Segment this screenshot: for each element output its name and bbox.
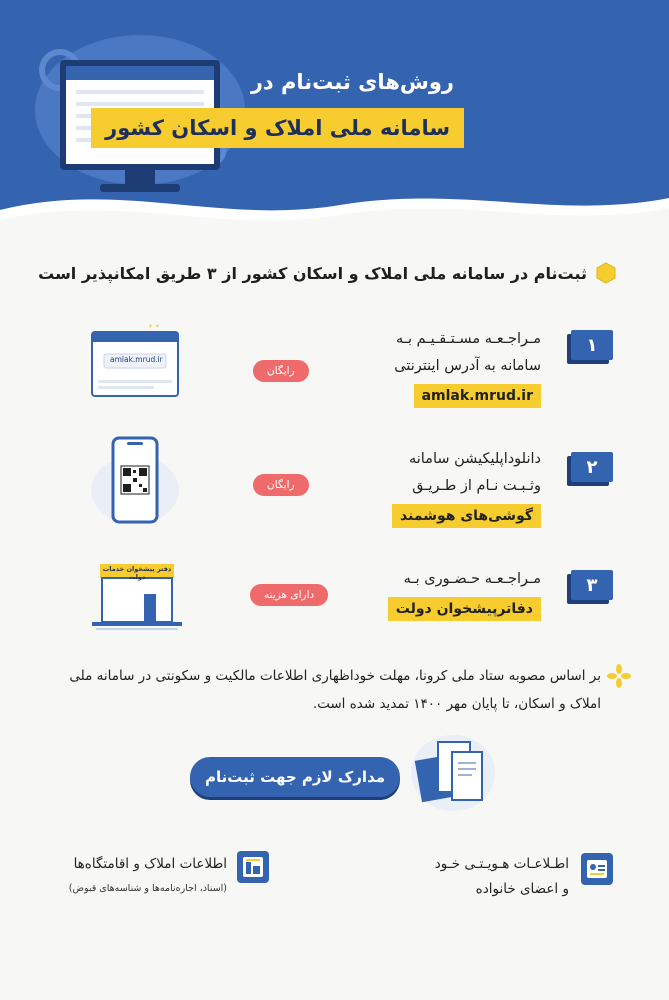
- deadline-note: بر اساس مصوبه ستاد ملی کرونا، مهلت خوداظهاری اطلاعات مالکیت و سکونتی در سامانه ملی املاک و اسکان، تا پایان مهر ۱۴۰۰ تمدید شده است.: [69, 668, 601, 712]
- step-1-line-1: مـراجـعـه مسـتـقـیـم بـه: [396, 331, 541, 347]
- documents-illustration: [408, 728, 498, 813]
- step-3-number: ۳: [571, 570, 613, 600]
- step-2-text: [392, 446, 541, 530]
- step-2-highlight: گوشی‌های هوشمند: [392, 504, 541, 528]
- asterisk-icon: [607, 664, 631, 688]
- step-3-line-1: مـراجـعـه حـضـوری بـه: [403, 571, 541, 587]
- step-1-line-2: سامانه به آدرس اینترنتی: [394, 358, 541, 374]
- id-card-icon: [580, 852, 614, 886]
- step-1-badge: رایگان: [253, 360, 309, 382]
- intro-text: ثبت‌نام در سامانه ملی املاک و اسکان کشور از ۳ طریق امکانپذیر است: [38, 263, 587, 283]
- browser-url-label: amlak.mrud.ir: [110, 355, 163, 364]
- office-sign-label: دفتر پیشخوان خدمات دولت: [102, 565, 172, 581]
- step-2-badge: رایگان: [253, 474, 309, 496]
- doc-identity-line-2: و اعضای خانواده: [475, 881, 569, 897]
- doc-property-sub: (اسناد، اجاره‌نامه‌ها و شناسه‌های قبوض): [68, 883, 227, 894]
- svg-text:✦ ✦: ✦ ✦: [148, 323, 160, 330]
- step-1-text: [394, 326, 541, 410]
- step-3-text: [388, 566, 541, 623]
- doc-identity-line-1: اطـلاعـات هـویـتـی خـود: [434, 856, 569, 872]
- step-3-highlight: دفاترپیشخوان دولت: [388, 597, 541, 621]
- title-line-1: روش‌های ثبت‌نام در: [250, 70, 454, 94]
- step-2-number: ۲: [571, 452, 613, 482]
- step-2-line-2: وثـبـت نـام از طـریـق: [412, 478, 541, 494]
- doc-property-line-1: اطلاعات املاک و اقامتگاه‌ها: [73, 856, 227, 872]
- doc-property: [69, 852, 227, 894]
- step-2-line-1: دانلوداپلیکیشن سامانه: [408, 451, 541, 467]
- step-3-badge: دارای هزینه: [250, 584, 328, 606]
- phone-qr-illustration: [85, 430, 185, 530]
- building-document-icon: [236, 850, 270, 884]
- hexagon-icon: [595, 262, 617, 284]
- step-1-number: ۱: [571, 330, 613, 360]
- doc-identity: [435, 852, 569, 902]
- step-1-url: amlak.mrud.ir: [414, 384, 541, 408]
- required-documents-button[interactable]: مدارک لازم جهت ثبت‌نام: [190, 757, 400, 797]
- title-line-2: سامانه ملی املاک و اسکان کشور: [91, 108, 464, 148]
- intro-row: [38, 262, 617, 284]
